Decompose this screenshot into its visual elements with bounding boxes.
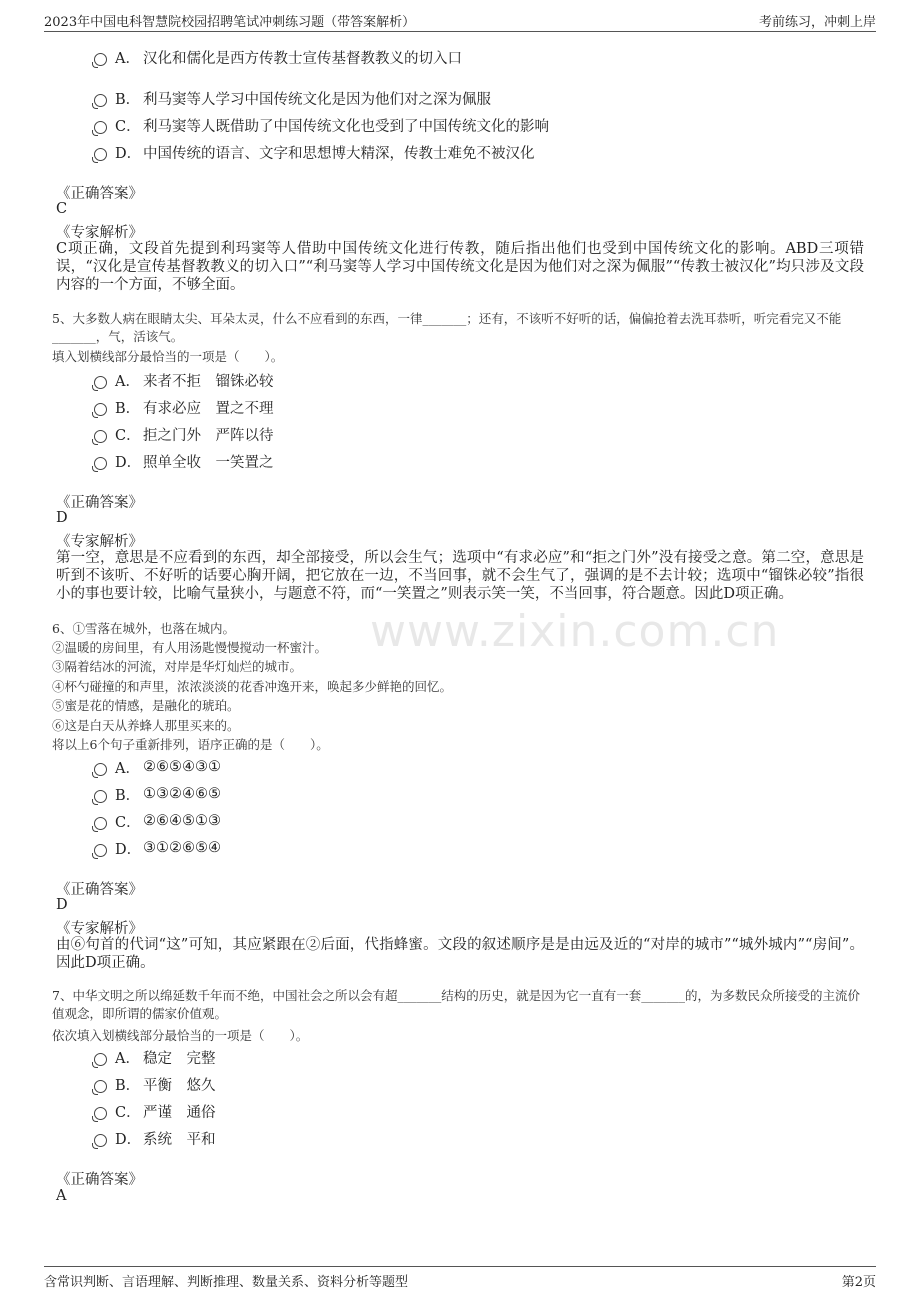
q6-answer-label: 《正确答案》 [56, 882, 143, 898]
q7-answer-label: 《正确答案》 [56, 1172, 143, 1188]
q6-line: ⑤蜜是花的情感，是融化的琥珀。 [52, 698, 240, 713]
radio-icon[interactable] [94, 430, 107, 443]
q7-answer: A [56, 1188, 67, 1204]
q7-option-a[interactable]: A． 稳定 完整 [94, 1046, 216, 1068]
radio-icon[interactable] [94, 403, 107, 416]
q7-stem: 7、中华文明之所以绵延数千年而不绝，中国社会之所以会有超_______结构的历史，就是因为它一直有一套_______的，为多数民众所接受的主流价值观念，即所谓的儒家价值观。 [52, 988, 860, 1021]
radio-icon[interactable] [94, 1134, 107, 1147]
radio-icon[interactable] [94, 94, 107, 107]
radio-icon[interactable] [94, 457, 107, 470]
q7-option-b[interactable]: B． 平衡 悠久 [94, 1073, 216, 1095]
header-divider [44, 31, 876, 32]
q6-analysis-label: 《专家解析》 [56, 921, 143, 937]
q5-prompt: 填入划横线部分最恰当的一项是（ ）。 [52, 349, 284, 364]
q6-answer: D [56, 897, 68, 913]
radio-icon[interactable] [94, 121, 107, 134]
q6-prompt: 将以上6个句子重新排列，语序正确的是（ ）。 [52, 737, 329, 752]
radio-icon[interactable] [94, 817, 107, 830]
q6-line: ②温暖的房间里，有人用汤匙慢慢搅动一杯蜜汁。 [52, 640, 328, 655]
radio-icon[interactable] [94, 376, 107, 389]
q6-option-c[interactable]: C． ②⑥④⑤①③ [94, 810, 221, 832]
q4-option-d[interactable]: D． 中国传统的语言、文字和思想博大精深，传教士难免不被汉化 [94, 141, 535, 163]
q7-option-d[interactable]: D． 系统 平和 [94, 1127, 216, 1149]
page-number: 第2页 [841, 1275, 876, 1290]
q4-answer-label: 《正确答案》 [56, 186, 143, 202]
q6-line: 6、①雪落在城外，也落在城内。 [52, 621, 235, 636]
radio-icon[interactable] [94, 763, 107, 776]
q6-line: ⑥这是白天从养蜂人那里买来的。 [52, 718, 240, 733]
footer-topics: 含常识判断、言语理解、判断推理、数量关系、资料分析等题型 [44, 1275, 409, 1290]
q6-analysis: 由⑥句首的代词“这”可知，其应紧跟在②后面，代指蜂蜜。文段的叙述顺序是是由远及近的“对岸的城市”“城外城内”“房间”。因此D项正确。 [56, 937, 864, 971]
q4-answer: C [56, 201, 68, 217]
q4-option-a[interactable]: A． 汉化和儒化是西方传教士宣传基督教教义的切入口 [94, 46, 462, 68]
q6-option-a[interactable]: A． ②⑥⑤④③① [94, 756, 221, 778]
watermark: www.zixin.com.cn [370, 606, 780, 657]
q5-analysis-label: 《专家解析》 [56, 534, 143, 550]
page-footer [0, 1264, 920, 1302]
q7-option-c[interactable]: C． 严谨 通俗 [94, 1100, 216, 1122]
q4-analysis: C项正确，文段首先提到利玛窦等人借助中国传统文化进行传教，随后指出他们也受到中国传统文化的影响。ABD三项错误，“汉化是宣传基督教教义的切入口”“利马窦等人学习中国传统文化是因为他们对之深为佩服”“传教士被汉化”均只涉及文段内容的一个方面，不够全面。 [56, 241, 864, 293]
q5-option-a[interactable]: A． 来者不拒 镏铢必较 [94, 369, 274, 391]
q7-prompt: 依次填入划横线部分最恰当的一项是（ ）。 [52, 1028, 309, 1043]
q5-analysis: 第一空，意思是不应看到的东西，却全部接受，所以会生气；选项中“有求必应”和“拒之门外”没有接受之意。第二空，意思是听到不该听、不好听的话要心胸开阔，把它放在一边，不当回事，就不会生气了，强调的是不去计较；选项中“镏铢必较”指很小的事也要计较，比喻气量狭小，与题意不符，而“一笑置之”则表示笑一笑，不当回事，符合题意。因此D项正确。 [56, 550, 864, 602]
q4-analysis-label: 《专家解析》 [56, 225, 143, 241]
footer-divider [44, 1266, 876, 1267]
radio-icon[interactable] [94, 53, 107, 66]
q5-answer-label: 《正确答案》 [56, 495, 143, 511]
document-title: 2023年中国电科智慧院校园招聘笔试冲刺练习题（带答案解析） [44, 15, 416, 30]
radio-icon[interactable] [94, 844, 107, 857]
q6-option-b[interactable]: B． ①③②④⑥⑤ [94, 783, 221, 805]
radio-icon[interactable] [94, 148, 107, 161]
q6-line: ④杯勺碰撞的和声里，浓浓淡淡的花香冲逸开来，唤起多少鲜艳的回忆。 [52, 679, 453, 694]
q5-option-c[interactable]: C． 拒之门外 严阵以待 [94, 423, 274, 445]
radio-icon[interactable] [94, 1053, 107, 1066]
page-header [0, 0, 920, 34]
q4-option-c[interactable]: C． 利马窦等人既借助了中国传统文化也受到了中国传统文化的影响 [94, 114, 549, 136]
q6-option-d[interactable]: D． ③①②⑥⑤④ [94, 837, 221, 859]
radio-icon[interactable] [94, 790, 107, 803]
q4-option-b[interactable]: B． 利马窦等人学习中国传统文化是因为他们对之深为佩服 [94, 87, 491, 109]
radio-icon[interactable] [94, 1107, 107, 1120]
q5-stem: 5、大多数人病在眼睛太尖、耳朵太灵，什么不应看到的东西，一律_______；还有，不该听不好听的话，偏偏抢着去洗耳恭听，听完看完又不能_______，气，活该气。 [52, 311, 842, 344]
radio-icon[interactable] [94, 1080, 107, 1093]
q6-line: ③隔着结冰的河流，对岸是华灯灿烂的城市。 [52, 659, 303, 674]
q5-answer: D [56, 510, 68, 526]
q5-option-d[interactable]: D． 照单全收 一笑置之 [94, 450, 274, 472]
q5-option-b[interactable]: B． 有求必应 置之不理 [94, 396, 274, 418]
header-slogan: 考前练习，冲刺上岸 [758, 15, 876, 30]
